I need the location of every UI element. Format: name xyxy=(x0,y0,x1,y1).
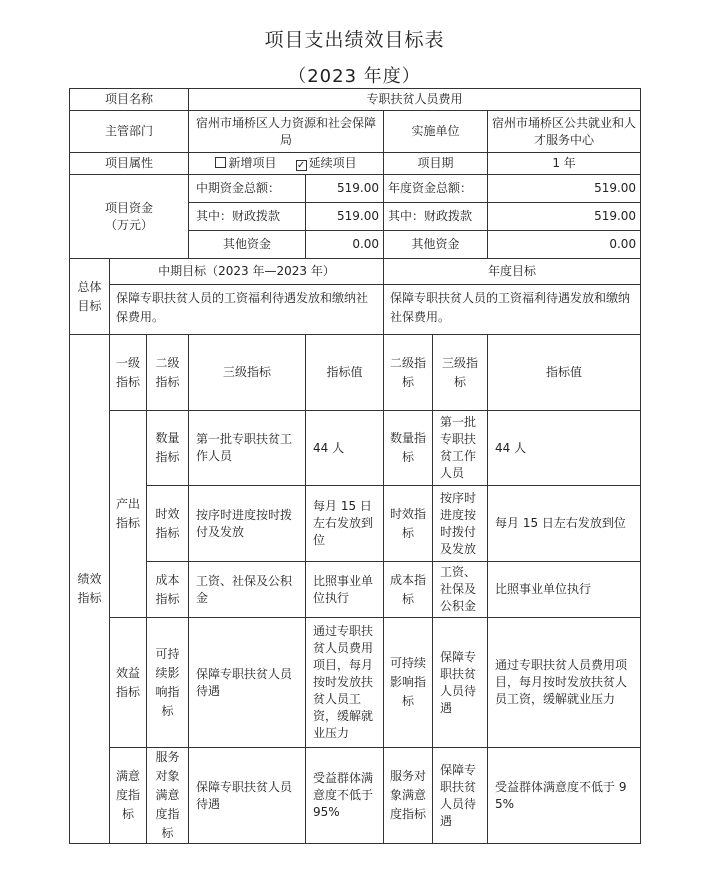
row-funds-total xyxy=(70,175,641,203)
impl-value: 宿州市埇桥区公共就业和人才服务中心 xyxy=(488,111,641,153)
row1-level3: 第一批专职扶贫工作人员 xyxy=(189,411,306,486)
table-row xyxy=(70,486,641,562)
mid-other-value: 0.00 xyxy=(306,231,384,259)
row5-value: 受益群体满意度不低于 95% xyxy=(306,748,384,844)
row2-level2: 时效指标 xyxy=(147,486,189,562)
attr-label: 项目属性 xyxy=(70,153,189,175)
row4-level3: 保障专职扶贫人员待遇 xyxy=(189,618,306,748)
row1-level2: 数量指标 xyxy=(147,411,189,486)
table-row xyxy=(70,562,641,618)
row1-value-year: 44 人 xyxy=(488,411,641,486)
period-value: 1 年 xyxy=(488,153,641,175)
new-project-label: 新增项目 xyxy=(228,156,277,170)
header-value-year: 指标值 xyxy=(488,335,641,411)
row3-level2: 成本指标 xyxy=(147,562,189,618)
row3-level3-year: 工资、社保及公积金 xyxy=(433,562,488,618)
new-project-checkbox xyxy=(215,157,226,168)
row-indicator-headers xyxy=(70,335,641,411)
row-attributes xyxy=(70,153,641,175)
mid-fiscal-value: 519.00 xyxy=(306,203,384,231)
row1-level2-year: 数量指标 xyxy=(384,411,433,486)
row4-value: 通过专职扶贫人员费用项目，每月按时发放扶贫人员工资，缓解就业压力 xyxy=(306,618,384,748)
fund-label-text: 项目资金（万元） xyxy=(105,200,154,232)
row5-level2: 服务对象满意度指标 xyxy=(147,748,189,844)
year-other-value: 0.00 xyxy=(488,231,641,259)
header-value: 指标值 xyxy=(306,335,384,411)
row5-value-year: 受益群体满意度不低于 95% xyxy=(488,748,641,844)
overall-goal-label: 总体目标 xyxy=(70,259,110,335)
mid-goal-header: 中期目标（2023 年—2023 年） xyxy=(110,259,384,285)
row3-value: 比照事业单位执行 xyxy=(306,562,384,618)
row5-level2-year: 服务对象满意度指标 xyxy=(384,748,433,844)
continued-project-label: 延续项目 xyxy=(308,156,357,170)
year-fiscal-label: 其中：财政拨款 xyxy=(384,203,488,231)
header-level2-year: 二级指标 xyxy=(384,335,433,411)
year-other-label: 其他资金 xyxy=(384,231,488,259)
year-total-value: 519.00 xyxy=(488,175,641,203)
period-label: 项目期 xyxy=(384,153,488,175)
row2-level3-year: 按序时进度按时拨付及发放 xyxy=(433,486,488,562)
table-row xyxy=(70,618,641,748)
header-level2: 二级指标 xyxy=(147,335,189,411)
row1-level3-year: 第一批专职扶贫工作人员 xyxy=(433,411,488,486)
row3-level3: 工资、社保及公积金 xyxy=(189,562,306,618)
row2-level2-year: 时效指标 xyxy=(384,486,433,562)
header-level1: 一级指标 xyxy=(110,335,147,411)
group-satisfaction: 满意度指标 xyxy=(110,748,147,844)
year-goal-text: 保障专职扶贫人员的工资福利待遇发放和缴纳社保费用。 xyxy=(384,285,641,335)
group-benefit: 效益指标 xyxy=(110,618,147,748)
row1-value: 44 人 xyxy=(306,411,384,486)
project-name-label: 项目名称 xyxy=(70,89,189,111)
row-project-name xyxy=(70,89,641,111)
table-row xyxy=(70,411,641,486)
row3-value-year: 比照事业单位执行 xyxy=(488,562,641,618)
group-output: 产出指标 xyxy=(110,411,147,618)
row2-value: 每月 15 日左右发放到位 xyxy=(306,486,384,562)
dept-label: 主管部门 xyxy=(70,111,189,153)
fund-label xyxy=(70,175,189,259)
continued-project-checkbox: ✓ xyxy=(296,160,306,171)
row-goal-headers xyxy=(70,259,641,285)
header-level3: 三级指标 xyxy=(189,335,306,411)
row-department xyxy=(70,111,641,153)
row2-value-year: 每月 15 日左右发放到位 xyxy=(488,486,641,562)
impl-label: 实施单位 xyxy=(384,111,488,153)
row4-level2-year: 可持续影响指标 xyxy=(384,618,433,748)
row3-level2-year: 成本指标 xyxy=(384,562,433,618)
header-level3-year: 三级指标 xyxy=(433,335,488,411)
table-row xyxy=(70,748,641,844)
dept-value: 宿州市埇桥区人力资源和社会保障局 xyxy=(189,111,384,153)
row5-level3: 保障专职扶贫人员待遇 xyxy=(189,748,306,844)
project-name-value: 专职扶贫人员费用 xyxy=(189,89,641,111)
row4-value-year: 通过专职扶贫人员费用项目，每月按时发放扶贫人员工资，缓解就业压力 xyxy=(488,618,641,748)
attr-options xyxy=(189,153,384,175)
perf-indicator-label: 绩效指标 xyxy=(70,335,110,844)
row5-level3-year: 保障专职扶贫人员待遇 xyxy=(433,748,488,844)
year-subtitle: （2023 年度） xyxy=(288,66,421,87)
row2-level3: 按序时进度按时拨付及发放 xyxy=(189,486,306,562)
row4-level2: 可持续影响指标 xyxy=(147,618,189,748)
row4-level3-year: 保障专职扶贫人员待遇 xyxy=(433,618,488,748)
mid-other-label: 其他资金 xyxy=(189,231,306,259)
page-title: 项目支出绩效目标表 xyxy=(264,29,445,51)
year-fiscal-value: 519.00 xyxy=(488,203,641,231)
mid-goal-text: 保障专职扶贫人员的工资福利待遇发放和缴纳社保费用。 xyxy=(110,285,384,335)
year-total-label: 年度资金总额： xyxy=(384,175,488,203)
mid-total-value: 519.00 xyxy=(306,175,384,203)
row-goal-content xyxy=(70,285,641,335)
mid-fiscal-label: 其中：财政拨款 xyxy=(189,203,306,231)
mid-total-label: 中期资金总额： xyxy=(189,175,306,203)
year-goal-header: 年度目标 xyxy=(384,259,641,285)
performance-table xyxy=(69,88,641,844)
